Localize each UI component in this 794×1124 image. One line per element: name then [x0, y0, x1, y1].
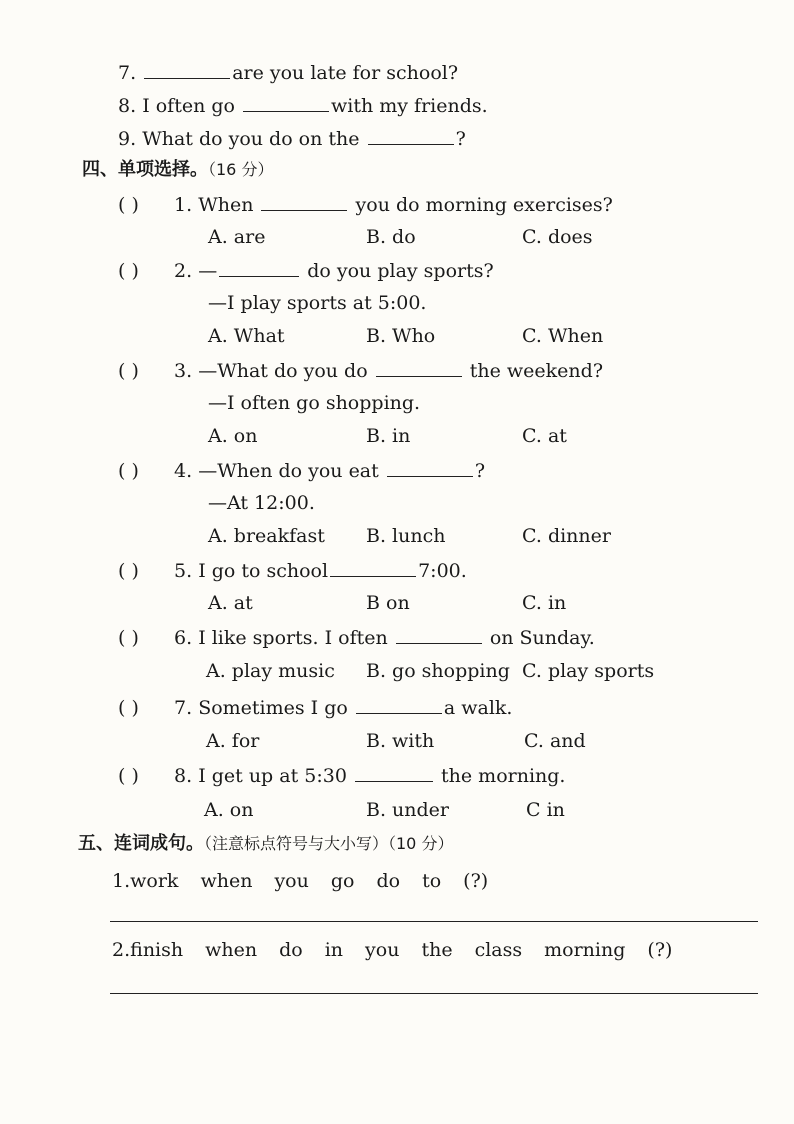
question-text: the morning.: [441, 765, 566, 787]
answer-blank[interactable]: [243, 93, 329, 112]
item-text: What do you do on the: [142, 128, 360, 150]
answer-blank: [356, 695, 442, 714]
answer-blank: [355, 763, 433, 782]
word: the: [421, 939, 453, 961]
word: when: [200, 870, 253, 892]
question-text: —What do you do: [198, 360, 368, 382]
question-number: 6.: [174, 627, 193, 649]
item-text: with my friends.: [331, 95, 488, 117]
section-score: （16 分）: [208, 160, 274, 179]
item-text: I often go: [142, 95, 235, 117]
section-5-heading: [78, 832, 453, 856]
item-number: 1.: [112, 870, 131, 892]
option-b[interactable]: B. Who: [366, 325, 436, 347]
option-a[interactable]: A. at: [208, 592, 253, 614]
question-text: —When do you eat: [198, 460, 379, 482]
question-text: I go to school: [198, 560, 329, 582]
question-number: 7.: [174, 697, 193, 719]
question-text: I get up at 5:30: [198, 765, 347, 787]
word: do: [279, 939, 303, 961]
word: work: [130, 870, 179, 892]
section-title: 五、连词成句。: [78, 833, 204, 854]
reorder-item-1: [112, 869, 510, 893]
option-a[interactable]: A. on: [208, 425, 258, 447]
answer-paren[interactable]: ( ): [118, 194, 139, 216]
option-c[interactable]: C. does: [522, 226, 593, 248]
answer-line-2[interactable]: [110, 993, 758, 994]
mc-question-5: [118, 558, 467, 583]
question-text: do you play sports?: [307, 260, 494, 282]
mc-question-6: [118, 625, 595, 650]
question-number: 1.: [174, 194, 193, 216]
option-c[interactable]: C. at: [522, 425, 567, 447]
question-text: Sometimes I go: [198, 697, 348, 719]
question-number: 4.: [174, 460, 193, 482]
question-number: 3.: [174, 360, 193, 382]
question-text: you do morning exercises?: [355, 194, 613, 216]
answer-paren[interactable]: ( ): [118, 460, 139, 482]
option-b[interactable]: B. in: [366, 425, 411, 447]
option-c[interactable]: C. play sports: [522, 660, 655, 682]
question-text: 7:00.: [418, 560, 467, 582]
option-c[interactable]: C. and: [524, 730, 586, 752]
answer-blank[interactable]: [368, 126, 454, 145]
option-a[interactable]: A. on: [204, 799, 254, 821]
option-a[interactable]: A. What: [208, 325, 285, 347]
word: you: [274, 870, 309, 892]
word: (?): [463, 870, 489, 892]
dialogue-answer: —I play sports at 5:00.: [208, 292, 427, 314]
answer-blank: [261, 192, 347, 211]
item-number: 7.: [118, 62, 137, 84]
option-c[interactable]: C. When: [522, 325, 604, 347]
option-c[interactable]: C. dinner: [522, 525, 611, 547]
word: morning: [544, 939, 626, 961]
mc-question-8: [118, 763, 565, 788]
item-number: 8.: [118, 95, 137, 117]
word: finish: [130, 939, 184, 961]
option-c[interactable]: C in: [526, 799, 565, 821]
word: when: [205, 939, 258, 961]
mc-question-4: [118, 458, 485, 483]
answer-paren[interactable]: ( ): [118, 260, 139, 282]
answer-paren[interactable]: ( ): [118, 765, 139, 787]
section-note: （注意标点符号与大小写）（10 分）: [204, 834, 454, 853]
answer-paren[interactable]: ( ): [118, 360, 139, 382]
fill-item-7: [118, 60, 458, 85]
item-number: 9.: [118, 128, 137, 150]
word: class: [474, 939, 523, 961]
mc-question-1: [118, 192, 613, 217]
mc-question-3: [118, 358, 603, 383]
answer-blank: [219, 258, 299, 277]
answer-blank: [330, 558, 416, 577]
question-text: When: [198, 194, 254, 216]
option-b[interactable]: B. with: [366, 730, 435, 752]
answer-paren[interactable]: ( ): [118, 560, 139, 582]
option-b[interactable]: B. go shopping: [366, 660, 510, 682]
question-number: 8.: [174, 765, 193, 787]
question-text: a walk.: [443, 697, 513, 719]
option-c[interactable]: C. in: [522, 592, 567, 614]
word: in: [324, 939, 344, 961]
answer-blank: [387, 458, 473, 477]
word: do: [376, 870, 401, 892]
question-number: 5.: [174, 560, 193, 582]
fill-item-8: [118, 93, 488, 118]
question-number: 2.: [174, 260, 193, 282]
item-text: ?: [455, 128, 466, 150]
word: you: [365, 939, 400, 961]
question-text: on Sunday.: [489, 627, 595, 649]
word: to: [422, 870, 442, 892]
mc-question-2: [118, 258, 494, 283]
option-a[interactable]: A. are: [208, 226, 266, 248]
section-title: 四、单项选择。: [82, 159, 208, 180]
answer-blank: [396, 625, 482, 644]
dialogue-answer: —I often go shopping.: [208, 392, 421, 414]
answer-blank: [376, 358, 462, 377]
option-b[interactable]: B on: [366, 592, 410, 614]
fill-item-9: [118, 126, 466, 151]
answer-paren[interactable]: ( ): [118, 697, 139, 719]
question-text: —: [198, 260, 218, 282]
answer-paren[interactable]: ( ): [118, 627, 139, 649]
item-number: 2.: [112, 939, 131, 961]
option-b[interactable]: B. under: [366, 799, 450, 821]
answer-blank[interactable]: [144, 60, 230, 79]
option-a[interactable]: A. for: [206, 730, 260, 752]
answer-line-1[interactable]: [110, 921, 758, 922]
reorder-item-2: [112, 938, 694, 962]
word: go: [330, 870, 355, 892]
question-text: ?: [474, 460, 486, 482]
item-text: are you late for school?: [232, 62, 459, 84]
option-a[interactable]: A. play music: [206, 660, 335, 682]
section-4-heading: [82, 158, 273, 182]
question-text: the weekend?: [469, 360, 604, 382]
option-a[interactable]: A. breakfast: [208, 525, 325, 547]
question-text: I like sports. I often: [198, 627, 388, 649]
mc-question-7: [118, 695, 512, 720]
option-b[interactable]: B. lunch: [366, 525, 446, 547]
dialogue-answer: —At 12:00.: [208, 492, 315, 514]
option-b[interactable]: B. do: [366, 226, 416, 248]
word: (?): [647, 939, 673, 961]
